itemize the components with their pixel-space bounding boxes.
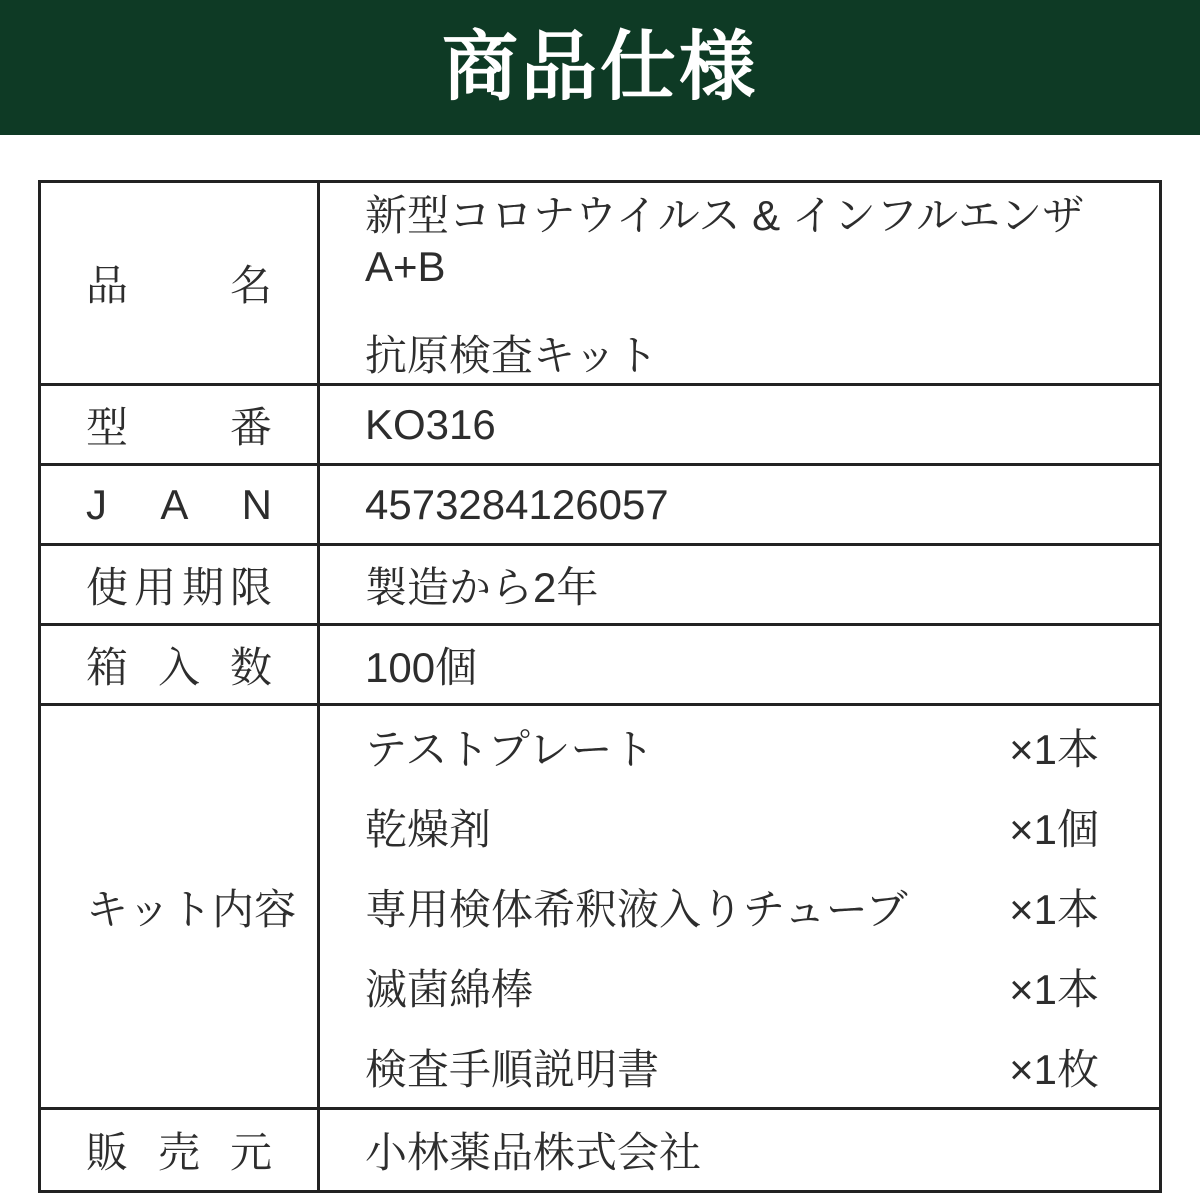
spec-row-product-name bbox=[40, 182, 1161, 385]
row-label-product-name: 品 名 bbox=[86, 262, 272, 309]
row-label-cell bbox=[40, 465, 319, 545]
row-label-cell bbox=[40, 545, 319, 625]
page-title: 商品仕様 bbox=[442, 24, 758, 110]
spec-row-model-number bbox=[40, 385, 1161, 465]
kit-item bbox=[365, 867, 1099, 947]
row-value-model-number: KO316 bbox=[319, 385, 1161, 465]
row-label-cell bbox=[40, 385, 319, 465]
spec-row-seller bbox=[40, 1109, 1161, 1192]
kit-item-quantity: ×1個 bbox=[1009, 805, 1099, 853]
row-label-kit-contents: キ ッ ト 内 容 bbox=[86, 885, 297, 933]
kit-item-quantity: ×1本 bbox=[1009, 965, 1099, 1013]
row-label-box-quantity: 箱 入 数 bbox=[86, 643, 272, 691]
kit-item-quantity: ×1本 bbox=[1009, 885, 1099, 933]
row-value-jan-code: 4573284126057 bbox=[319, 465, 1161, 545]
kit-item-name: 検査手順説明書 bbox=[365, 1045, 660, 1093]
row-label-jan-code: J A N bbox=[86, 480, 272, 528]
row-label-cell bbox=[40, 625, 319, 705]
row-value-box-quantity: 100個 bbox=[319, 625, 1161, 705]
product-name-line-1: 新型コロナウイルス & インフルエンザ A+B bbox=[365, 192, 1085, 290]
row-label-cell bbox=[40, 705, 319, 1109]
row-label-model-number: 型 番 bbox=[86, 403, 272, 451]
spec-row-expiration bbox=[40, 545, 1161, 625]
kit-item-name: 専用検体希釈液入りチューブ bbox=[365, 885, 908, 933]
spec-row-jan-code bbox=[40, 465, 1161, 545]
kit-item bbox=[365, 947, 1099, 1027]
kit-item-quantity: ×1本 bbox=[1009, 725, 1099, 773]
row-label-expiration: 使 用 期 限 bbox=[86, 563, 272, 611]
spec-row-box-quantity bbox=[40, 625, 1161, 705]
kit-item bbox=[365, 1027, 1099, 1107]
spec-row-kit-contents bbox=[40, 705, 1161, 1109]
row-value-product-name bbox=[319, 182, 1161, 385]
page-header bbox=[0, 0, 1200, 135]
kit-item-quantity: ×1枚 bbox=[1009, 1045, 1099, 1093]
row-label-cell bbox=[40, 1109, 319, 1192]
row-value-kit-contents bbox=[319, 705, 1161, 1109]
row-label-cell bbox=[40, 182, 319, 385]
kit-item bbox=[365, 787, 1099, 867]
kit-item-list bbox=[365, 706, 1099, 1107]
product-name-line-2: 抗原検査キット bbox=[365, 332, 659, 379]
row-value-expiration: 製造から2年 bbox=[319, 545, 1161, 625]
row-label-seller: 販 売 元 bbox=[86, 1129, 272, 1176]
kit-item-name: 乾燥剤 bbox=[365, 805, 492, 853]
kit-item bbox=[365, 707, 1099, 787]
row-value-seller: 小林薬品株式会社 bbox=[319, 1109, 1161, 1192]
spec-table bbox=[38, 180, 1162, 1193]
kit-item-name: テストプレート bbox=[365, 725, 655, 773]
kit-item-name: 滅菌綿棒 bbox=[365, 965, 534, 1013]
